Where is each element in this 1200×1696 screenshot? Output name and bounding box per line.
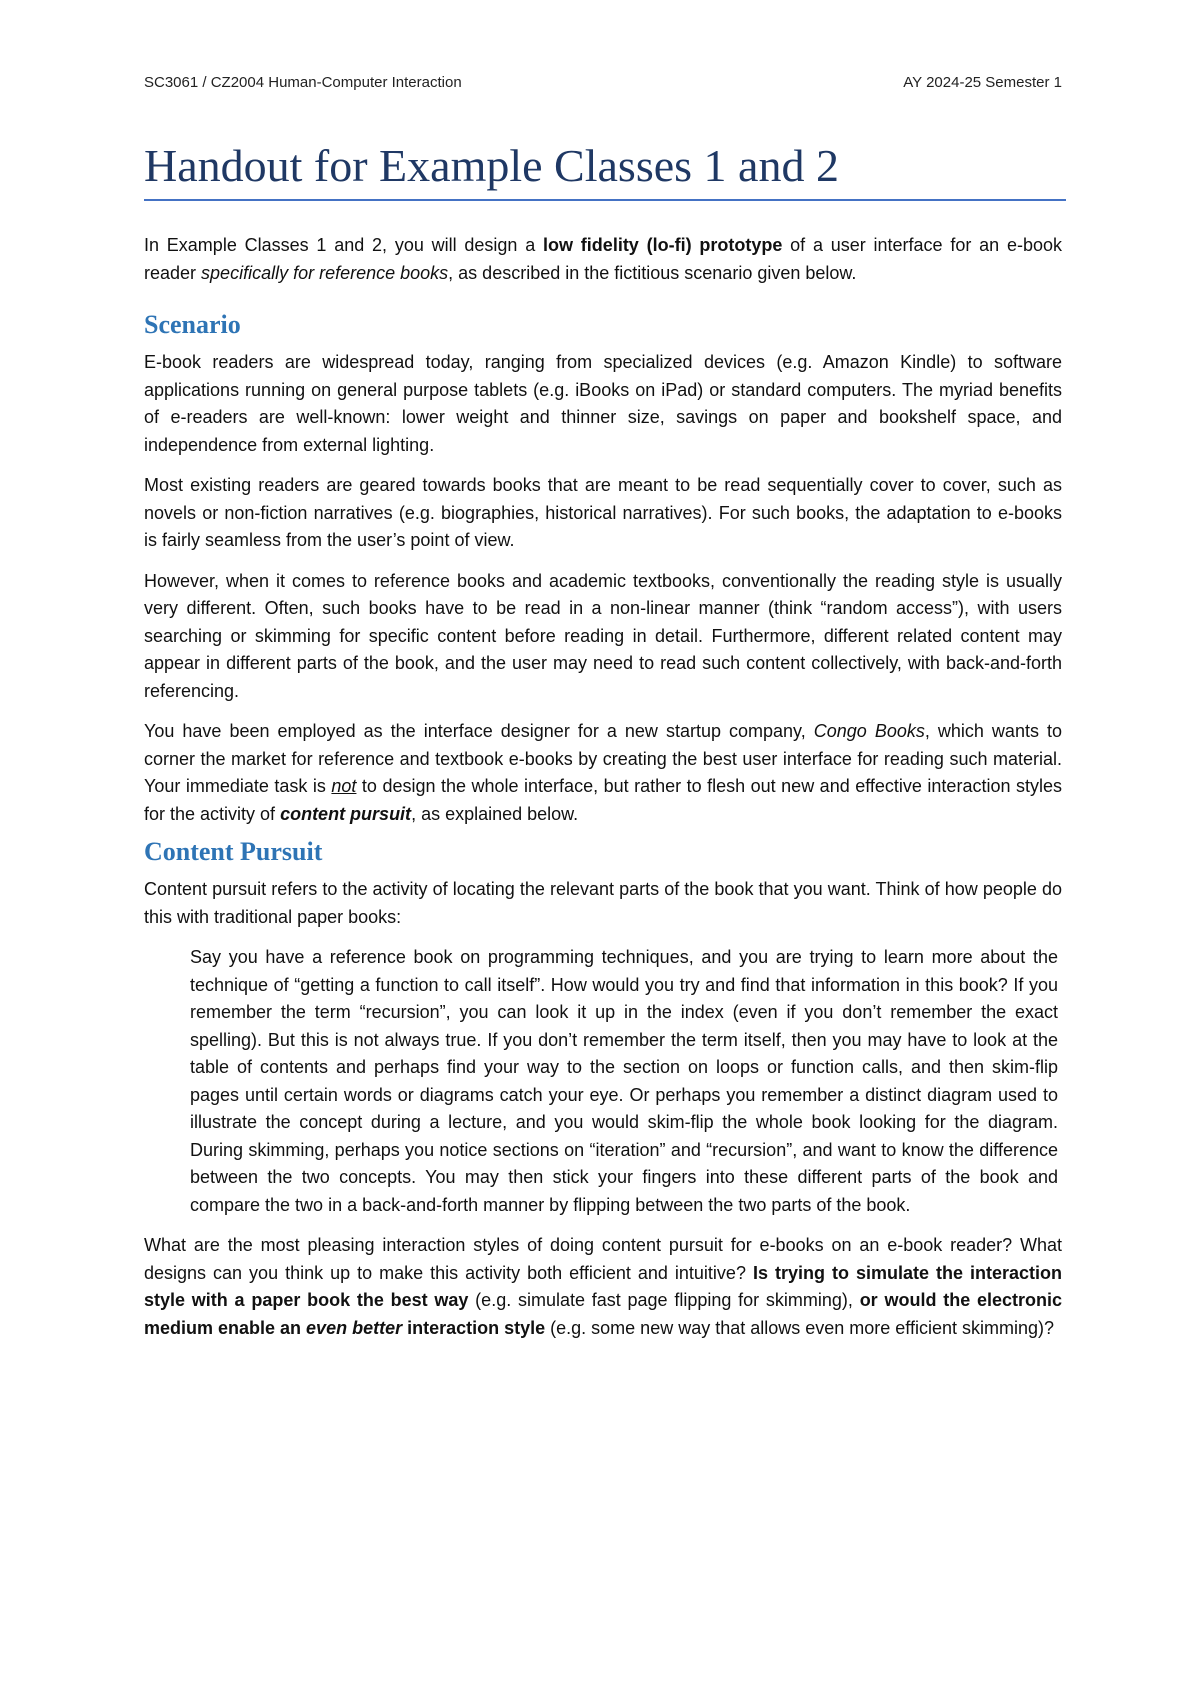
- content-pursuit-paragraph-1: Content pursuit refers to the activity of locating the relevant parts of the book that you want. Think of how people do this with traditional paper books:: [144, 879, 1062, 927]
- example-quote-block: Say you have a reference book on programming techniques, and you are trying to learn more about the technique of “getting a function to call itself”. How would you try and find that information in this book? If you remember the term “recursion”, you can look it up in the index (even if you don’t remember the exact spelling). But this is not always true. If you don’t remember the term itself, then you may have to look at the table of contents and perhaps find your way to the section on loops or function calls, and then skim-flip pages until certain words or diagrams catch your eye. Or perhaps you remember a distinct diagram used to illustrate the concept during a lecture, and you would skim-flip the whole book looking for the diagram. During skimming, perhaps you notice sections on “iteration” and “recursion”, and want to know the difference between the two concepts. You may then stick your fingers into these different parts of the book and compare the two in a back-and-forth manner by flipping between the two parts of the book.: [190, 947, 1058, 1215]
- scenario-heading: Scenario: [144, 310, 241, 339]
- cp2-bold-1: Is trying to simulate the interaction style with a paper book the best way: [144, 1262, 1062, 1310]
- scenario-paragraph-2: Most existing readers are geared towards books that are meant to be read sequentially cover to cover, such as novels or non-fiction narratives (e.g. biographies, historical narratives). For such books, the adaptation to e-books is fairly seamless from the user’s point of view.: [144, 475, 1062, 550]
- intro-text-2: of a user interface for an e-book reader: [144, 235, 1062, 283]
- emphasis-content-pursuit: content pursuit: [280, 803, 412, 824]
- p4-text-1: You have been employed as the interface designer for a new startup company,: [144, 721, 814, 741]
- p4-text-3: to design the whole interface, but rather to flesh out new and effective interaction styles for the activity of: [144, 776, 1062, 824]
- intro-text-1: In Example Classes 1 and 2, you will design a: [144, 235, 544, 255]
- page-title: Handout for Example Classes 1 and 2: [144, 140, 839, 191]
- cp2-bold-italic: even better: [306, 1317, 403, 1338]
- intro-italic-1: specifically for reference books: [201, 262, 449, 283]
- cp2-text-1: What are the most pleasing interaction styles of doing content pursuit for e-books on an e-book reader? What designs can you think up to make this activity both efficient and intuitive?: [144, 1235, 1062, 1283]
- p4-text-4: , as explained below.: [411, 803, 579, 824]
- intro-bold-1: low fidelity (lo-fi) prototype: [543, 235, 783, 255]
- emphasis-not: not: [331, 776, 357, 796]
- scenario-paragraph-1: E-book readers are widespread today, ranging from specialized devices (e.g. Amazon Kindle) to software applications running on general purpose tablets (e.g. iBooks on iPad) or standard computers. The myriad benefits of e-readers are well-known: lower weight and thinner size, savings on paper and bookshelf space, and independence from external lighting.: [144, 352, 1062, 455]
- company-name: Congo Books: [813, 721, 925, 741]
- title-underline: [144, 199, 1066, 201]
- p4-text-2: , which wants to corner the market for reference and textbook e-books by creating the best user interface for reading such material. Your immediate task is: [144, 721, 1062, 796]
- cp2-text-3: (e.g. some new way that allows even more efficient skimming)?: [545, 1317, 1055, 1338]
- content-pursuit-paragraph-2: [144, 1232, 1062, 1342]
- cp2-bold-3: interaction style: [402, 1317, 546, 1338]
- intro-text-3: , as described in the fictitious scenario given below.: [448, 262, 857, 283]
- document-body: [144, 232, 1062, 1342]
- cp2-text-2: (e.g. simulate fast page flipping for skimming),: [468, 1290, 860, 1310]
- cp2-bold-2: or would the electronic medium enable an: [144, 1290, 1062, 1338]
- scenario-paragraph-4: [144, 718, 1062, 828]
- course-header: SC3061 / CZ2004 Human-Computer Interaction: [144, 74, 462, 91]
- semester-header: AY 2024-25 Semester 1: [903, 74, 1062, 91]
- content-pursuit-heading: Content Pursuit: [144, 837, 323, 866]
- intro-paragraph: [144, 232, 1062, 287]
- scenario-paragraph-3: However, when it comes to reference books and academic textbooks, conventionally the reading style is usually very different. Often, such books have to be read in a non-linear manner (think “random access”), with users searching or skimming for specific content before reading in detail. Furthermore, different related content may appear in different parts of the book, and the user may need to read such content collectively, with back-and-forth referencing.: [144, 570, 1062, 701]
